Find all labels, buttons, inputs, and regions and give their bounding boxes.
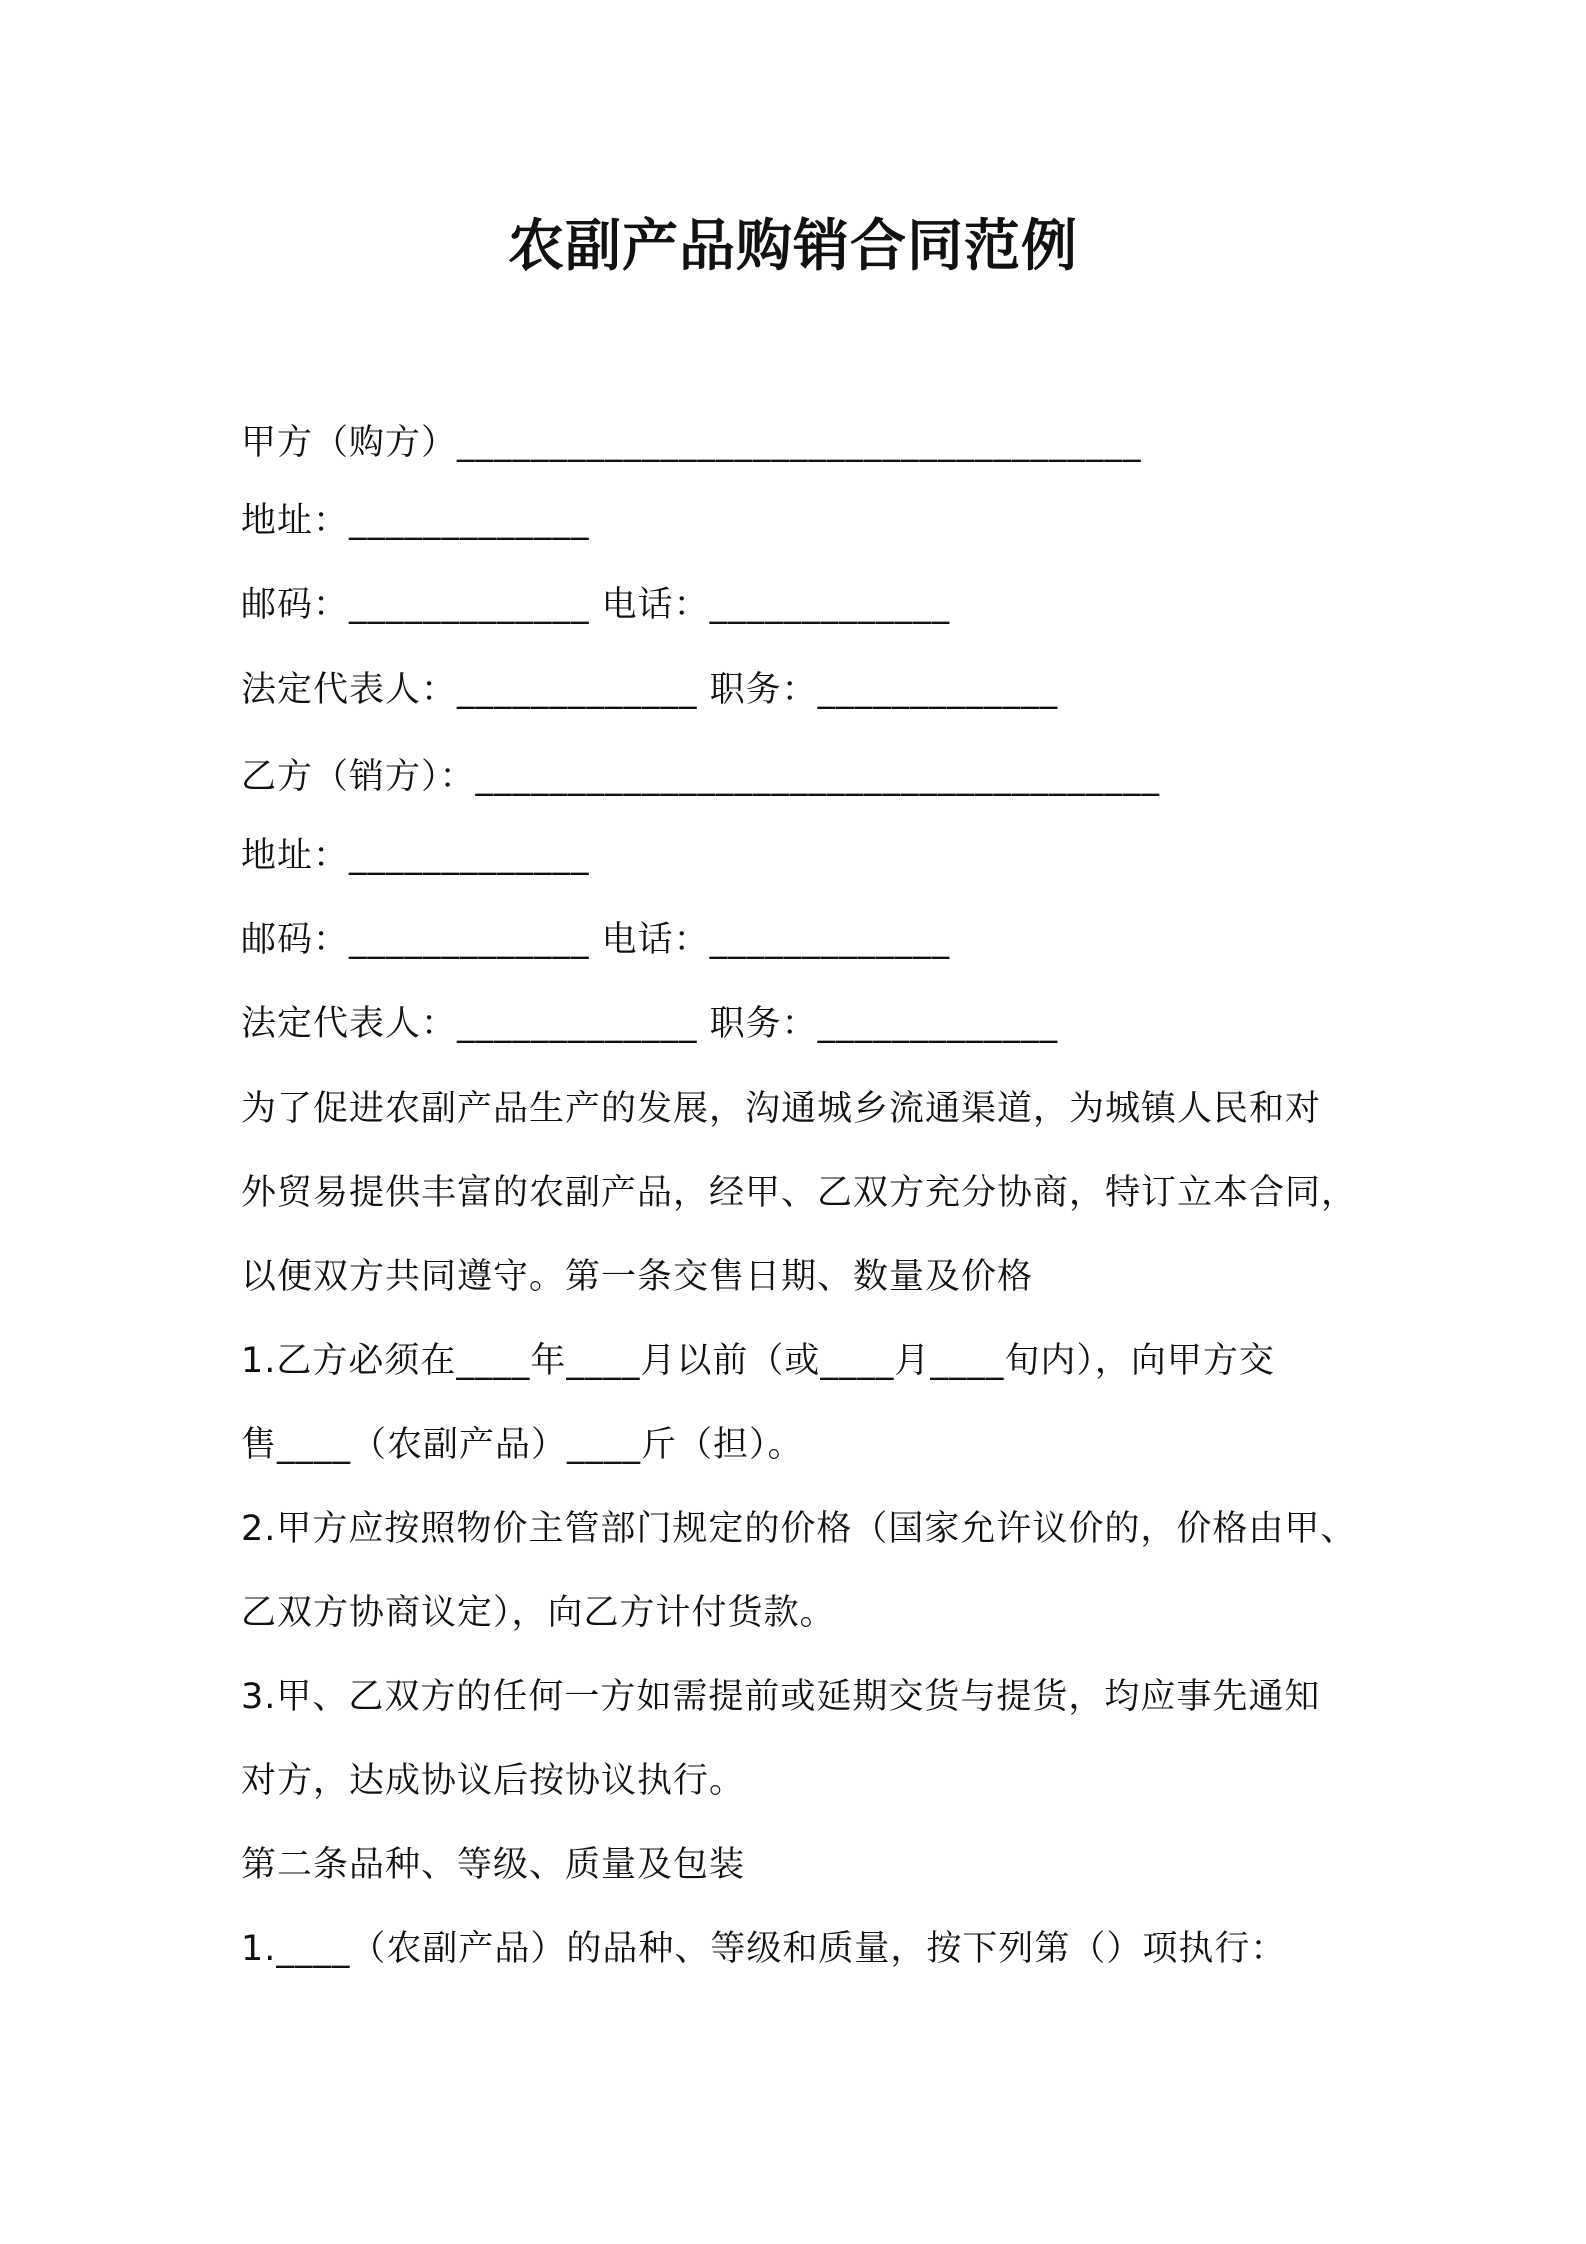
party-b-postcode-phone-line: 邮码：_____________ 电话：_____________ — [241, 920, 951, 960]
body-line: 1.乙方必须在____年____月以前（或____月____旬内），向甲方交 — [241, 1341, 1275, 1381]
body-line: 3.甲、乙双方的任何一方如需提前或延期交货与提货，均应事先通知 — [241, 1677, 1321, 1717]
body-line: 为了促进农副产品生产的发展，沟通城乡流通渠道，为城镇人民和对 — [241, 1089, 1322, 1129]
party-a-address-line: 地址：_____________ — [241, 501, 590, 541]
body-line: 以便双方共同遵守。第一条交售日期、数量及价格 — [241, 1257, 1034, 1297]
body-line: 对方，达成协议后按协议执行。 — [241, 1761, 746, 1801]
section-heading: 第二条品种、等级、质量及包装 — [241, 1845, 746, 1885]
party-a-postcode-phone-line: 邮码：_____________ 电话：_____________ — [241, 585, 951, 625]
document-title: 农副产品购销合同范例 — [508, 214, 1078, 279]
party-b-name-line: 乙方（销方）：_____________________________________ — [241, 757, 1161, 797]
party-a-name-line: 甲方（购方）_____________________________________ — [241, 423, 1142, 463]
body-line: 乙双方协商议定），向乙方计付货款。 — [241, 1593, 836, 1633]
body-line: 2.甲方应按照物价主管部门规定的价格（国家允许议价的，价格由甲、 — [241, 1509, 1357, 1549]
body-line: 售____（农副产品）____斤（担）。 — [241, 1425, 804, 1465]
body-line: 1.____（农副产品）的品种、等级和质量，按下列第（）项执行： — [241, 1929, 1287, 1969]
party-b-address-line: 地址：_____________ — [241, 836, 590, 876]
party-b-representative-line: 法定代表人：_____________ 职务：_____________ — [241, 1004, 1059, 1044]
body-line: 外贸易提供丰富的农副产品，经甲、乙双方充分协商，特订立本合同， — [241, 1173, 1358, 1213]
party-a-representative-line: 法定代表人：_____________ 职务：_____________ — [241, 670, 1059, 710]
